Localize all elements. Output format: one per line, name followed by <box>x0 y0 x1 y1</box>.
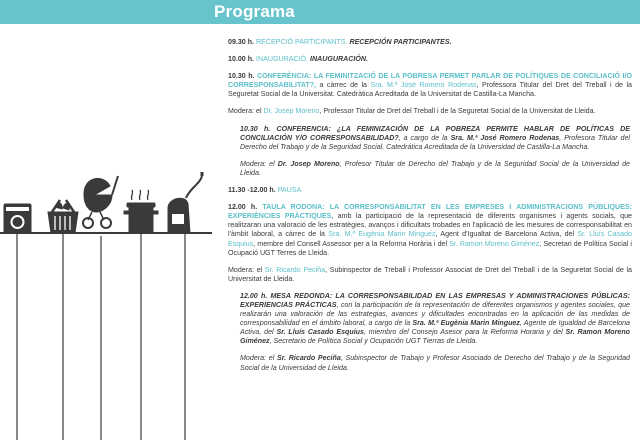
roundtable-speaker2-ca: Sr. Lluís Casado Esquius <box>228 230 632 248</box>
washing-machine-icon <box>4 204 31 233</box>
item-conference-ca <box>228 72 632 99</box>
roundtable-speaker3-es: Sr. Ramon Moreno Giménez <box>240 328 631 346</box>
conference-speaker-ca: Sra. M.ª José Romero Rodenas <box>370 81 477 90</box>
moderator2-desc-es: , Subinspector de Trabajo y Profesor Asociado de Derecho del Trabajo y de la Seguridad Social de la Universidad de Lleida. <box>240 354 631 372</box>
roundtable-desc2-ca: , Agent d'Igualtat de Barcelona Activa, del <box>435 230 578 239</box>
conference-by-ca: a càrrec de la <box>316 81 371 90</box>
conference-speaker-es: Sra. M.ª José Romero Rodenas <box>450 133 560 142</box>
opening-ca: INAUGURACIÓ. <box>256 55 309 64</box>
vacuum-cleaner-icon <box>168 172 202 233</box>
item-conference-es <box>228 125 632 152</box>
reception-ca: RECEPCIÓ PARTICIPANTS. <box>256 38 348 46</box>
item-moderator-es <box>228 160 632 178</box>
roundtable-desc3-ca: , membre del Consell Assessor per a la Reforma Horària i del <box>253 239 450 248</box>
conference-title-ca: CONFERÈNCIA: LA FEMINITZACIÓ DE LA POBRESA PERMET PARLAR DE POLÍTIQUES DE CONCILIACIÓ I/O CORRESPONSABILITAT?, <box>228 72 632 90</box>
time-reception: 09.30 h. <box>228 38 255 46</box>
roundtable-desc4-ca: , Secretari de Política Social i Ocupació UGT Terres de Lleida. <box>228 239 632 257</box>
moderator2-name-ca: Sr. Ricardo Peciña <box>264 265 326 274</box>
moderator2-label-es: Modera: el <box>240 354 277 363</box>
item-opening <box>228 55 632 64</box>
baby-stroller-icon <box>83 176 118 228</box>
item-reception <box>228 38 632 47</box>
roundtable-speaker1-es: Sra. M.ª Eugènia Marin Minguez <box>412 319 520 328</box>
roundtable-speaker1-ca: Sra. M.ª Eugènia Marin Minguez <box>328 230 436 239</box>
reception-es: RECEPCIÓN PARTICIPANTES. <box>349 38 452 46</box>
moderator-label-es: Modera: el <box>240 159 278 168</box>
conference-title-es: 10.30 h. CONFERENCIA: ¿LA FEMINIZACIÓN DE LA POBREZA PERMITE HABLAR DE POLÍTICAS DE CONCILIACIÓN Y/O CORRESPONSABILIDAD? <box>240 124 630 142</box>
item-roundtable-es <box>228 292 632 347</box>
conference-by-es: , a cargo de la <box>398 133 451 142</box>
header-banner <box>0 0 640 24</box>
roundtable-desc4-es: , Secretario de Política Social y Ocupación UGT Tierras de Lleida. <box>269 337 478 346</box>
time-break: 11.30 -12.00 h. <box>228 186 276 195</box>
item-break <box>228 186 632 195</box>
cooking-pot-icon <box>124 190 158 233</box>
item-moderator2-es <box>228 354 632 372</box>
roundtable-desc1-ca: , amb la participació de la representació de diferents organismes i agents socials, que realitzaran una valoració de les estratègies, avanços i dificultats trobades en l'aplicació de les mesures de corresponsabilitat en l'àmbit laboral, a càrrec de la <box>228 212 632 239</box>
program-content <box>228 38 632 381</box>
illustration-svg <box>0 170 212 440</box>
break-label: PAUSA <box>277 186 302 195</box>
page-title: Programa <box>214 2 295 21</box>
item-moderator2-ca <box>228 266 632 284</box>
roundtable-desc3-es: , miembro del Consejo Asesor para la Reforma Horaria y del <box>363 328 566 337</box>
time-opening: 10.00 h. <box>228 55 255 64</box>
moderator2-label-ca: Modera: el <box>228 265 265 274</box>
conference-desc-es: , Profesora Titular del Derecho del Trabajo y de la Seguridad Social. Catedrática Acreditada de la Universidad de Castilla-La Mancha. <box>240 133 630 151</box>
conference-desc-ca: , Professora Titular del Dret del Treball i de la Seguretat Social de la Universitat. Catedràtica Acreditada de la Universitat de Castilla-La Mancha. <box>228 81 632 99</box>
item-moderator-ca <box>228 107 632 116</box>
time-roundtable: 12.00 h. <box>228 203 258 212</box>
moderator-name-es: Dr. Josep Moreno <box>277 159 340 168</box>
moderator-label-ca: Modera: el <box>228 107 264 116</box>
moderator-desc-es: , Profesor Titular de Derecho del Trabajo y de la Seguridad Social de la Universidad de Lleida. <box>240 159 630 177</box>
shopping-basket-icon <box>48 200 78 233</box>
roundtable-desc2-es: , Agente de Igualdad de Barcelona Activa, del <box>240 319 630 337</box>
roundtable-title-ca: TAULA RODONA: LA CORRESPONSABILITAT EN LES EMPRESES I ADMINISTRACIONS PÚBLIQUES: EXPERIÈNCIES PRÀCTIQUES <box>228 203 632 221</box>
opening-es: INAUGURACIÓN. <box>310 55 368 64</box>
household-illustration <box>0 170 212 440</box>
roundtable-desc1-es: , con la participación de la representación de diferentes organismos y agentes sociales, que realizarán una valoración de las estrategias, avances y dificultades encontradas en la aplicación de las medidas de corresponsabilidad en el ámbito laboral, a cargo de la <box>240 300 630 328</box>
moderator2-name-es: Sr. Ricardo Peciña <box>277 354 341 363</box>
moderator-desc-ca: , Professor Titular de Dret del Treball i de la Seguretat Social de la Universitat de Lleida. <box>319 107 596 116</box>
roundtable-title-es: 12.00 h. MESA REDONDA: LA CORRESPONSABILIDAD EN LAS EMPRESAS Y ADMINISTRACIONES PÚBLICAS: EXPERIENCIAS PRÁCTICAS <box>240 291 630 309</box>
roundtable-speaker2-es: Sr. Lluís Casado Esquius <box>276 328 364 337</box>
item-roundtable-ca <box>228 203 632 258</box>
moderator-name-ca: Dr. Josep Moreno <box>263 107 320 116</box>
moderator2-desc-ca: , Subinspector de Treball i Professor Associat de Dret del Treball i de la Seguretat Social de la Universitat de Lleida. <box>228 265 633 283</box>
time-conference: 10.30 h. <box>228 72 255 81</box>
roundtable-speaker3-ca: Sr. Ramon Moreno Giménez <box>449 239 540 248</box>
